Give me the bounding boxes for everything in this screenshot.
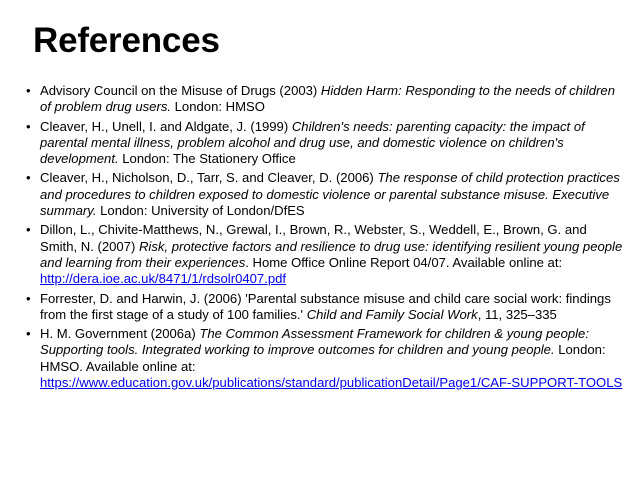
reference-item	[23, 326, 623, 391]
reference-italic: Child and Family Social Work	[306, 306, 478, 322]
reference-list	[23, 83, 623, 394]
reference-rest: London: HMSO. Available online at:	[40, 342, 606, 374]
slide-title: References	[33, 21, 220, 60]
reference-item	[23, 170, 623, 219]
reference-link[interactable]: https://www.education.gov.uk/publications/standard/publicationDetail/Page1/CAF-SUPPORT-TOOLS	[40, 375, 623, 391]
reference-plain: Cleaver, H., Unell, I. and Aldgate, J. (1999)	[40, 118, 292, 134]
reference-item	[23, 119, 623, 168]
reference-plain: Advisory Council on the Misuse of Drugs (2003)	[40, 83, 321, 98]
bullet-icon: •	[26, 290, 31, 306]
reference-rest: London: University of London/DfES	[96, 203, 305, 219]
reference-rest: , 11, 325–335	[477, 306, 557, 322]
bullet-icon: •	[26, 170, 31, 186]
reference-italic: Children's needs: parenting capacity: the impact of parental mental illness, problem alcohol and drug use, and domestic violence on children's development.	[40, 118, 585, 167]
reference-rest: London: The Stationery Office	[118, 151, 296, 167]
reference-plain: H. M. Government (2006a)	[40, 326, 200, 342]
reference-plain: Dillon, L., Chivite-Matthews, N., Grewal, I., Brown, R., Webster, S., Weddell, E., Brown, G. and Smith, N. (2007)	[40, 222, 587, 254]
bullet-icon: •	[26, 326, 31, 342]
reference-italic: The response of child protection practices and procedures to children exposed to domestic violence or parental substance misuse. Executive summary.	[40, 170, 620, 219]
reference-item	[23, 222, 623, 287]
reference-italic: The Common Assessment Framework for children & young people: Supporting tools. Integrated working to improve outcomes for children and young people.	[40, 326, 589, 358]
bullet-icon: •	[26, 83, 31, 98]
reference-plain: Forrester, D. and Harwin, J. (2006) 'Parental substance misuse and child care social work: findings from the first stage of a study of 100 families.'	[40, 290, 611, 322]
bullet-icon: •	[26, 118, 31, 134]
reference-item	[23, 83, 623, 116]
reference-item	[23, 291, 623, 324]
reference-rest: . Home Office Online Report 04/07. Available online at:	[245, 254, 563, 270]
reference-link[interactable]: http://dera.ioe.ac.uk/8471/1/rdsolr0407.pdf	[40, 271, 287, 287]
reference-plain: Cleaver, H., Nicholson, D., Tarr, S. and Cleaver, D. (2006)	[40, 170, 378, 186]
reference-italic: Risk, protective factors and resilience to drug use: identifying resilient young people and learning from their experiences	[40, 238, 623, 270]
reference-rest: London: HMSO	[171, 99, 265, 115]
reference-italic: Hidden Harm: Responding to the needs of children of problem drug users.	[40, 83, 615, 115]
bullet-icon: •	[26, 222, 31, 238]
